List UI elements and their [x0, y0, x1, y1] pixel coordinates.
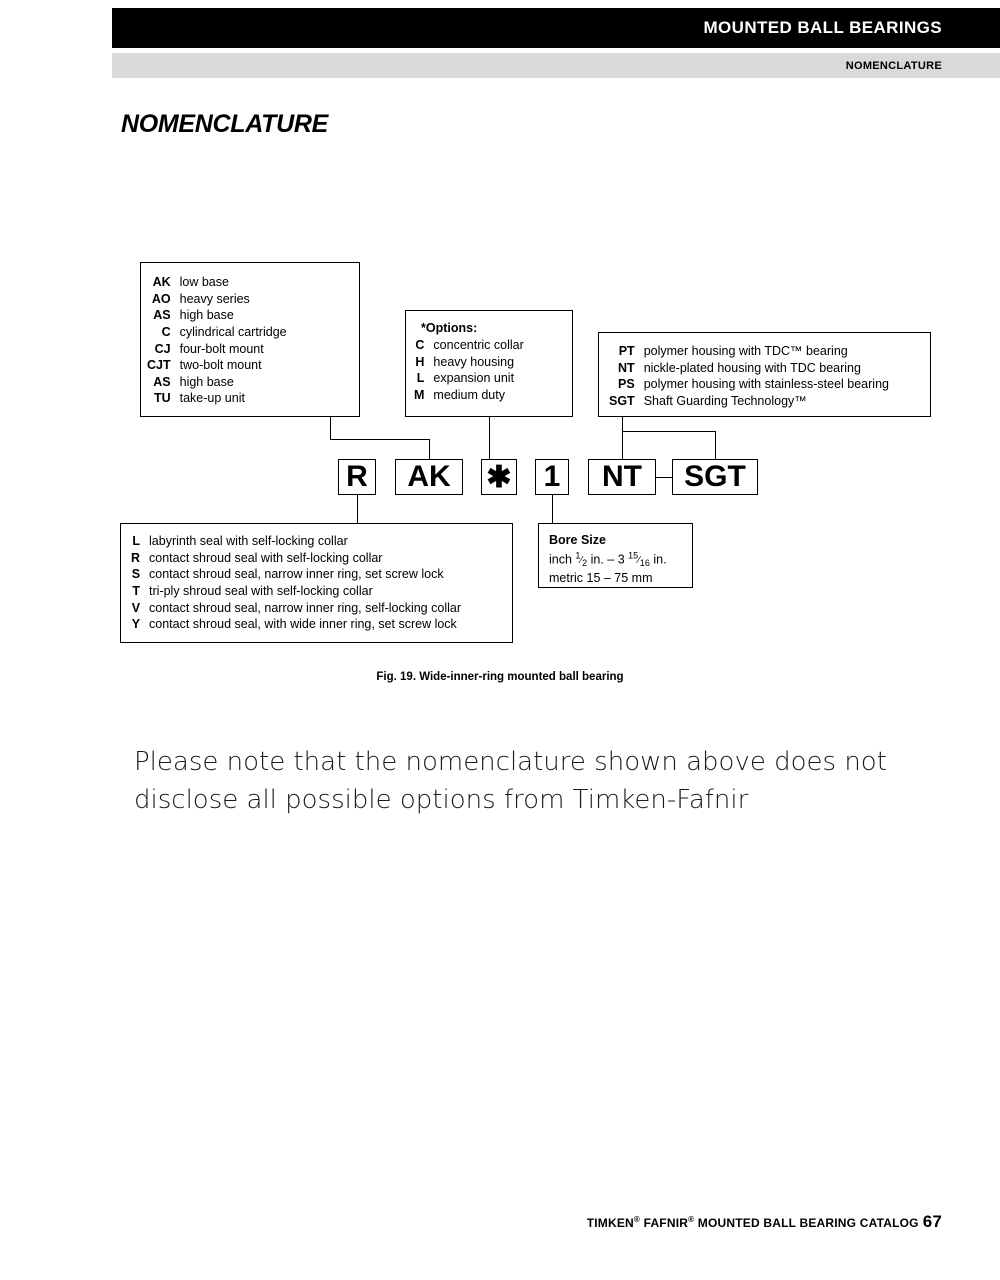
housing-code: AS	[153, 308, 171, 323]
list-item	[147, 390, 287, 407]
options-box	[405, 310, 573, 417]
seal-types-box	[120, 523, 513, 643]
bore-size-box	[538, 523, 693, 588]
housing-desc: high base	[179, 308, 234, 323]
list-item	[131, 533, 461, 550]
connector-line	[622, 431, 715, 432]
list-item	[147, 324, 287, 341]
nomenclature-note: Please note that the nomenclature shown above does not disclose all possible options from Timken-Fafnir	[134, 747, 887, 815]
housing-desc: high base	[179, 374, 234, 389]
housing-code: TU	[153, 391, 171, 406]
connector-line	[656, 477, 672, 478]
registered-mark-icon: ®	[688, 1215, 695, 1224]
page-header-bar	[112, 8, 1000, 48]
housing-code: C	[161, 324, 171, 339]
housing-desc: low base	[179, 275, 229, 289]
seal-types-list	[131, 533, 461, 633]
partnumber-bore-code: 1	[535, 459, 569, 495]
connector-line	[552, 495, 553, 523]
list-item	[131, 566, 461, 583]
connector-line	[489, 417, 490, 459]
fraction-denominator: 2	[582, 558, 588, 569]
list-item	[131, 583, 461, 600]
special-code: SGT	[609, 393, 635, 408]
seal-code: T	[132, 583, 141, 598]
connector-line	[622, 431, 623, 459]
bore-inch-prefix: inch	[549, 552, 572, 567]
list-item	[414, 354, 524, 371]
partnumber-technology-code: SGT	[672, 459, 758, 495]
option-code: L	[416, 371, 425, 386]
connector-line	[715, 431, 716, 459]
special-features-box	[598, 332, 931, 417]
list-item	[147, 307, 287, 324]
option-desc: expansion unit	[433, 371, 515, 386]
options-list	[414, 337, 524, 404]
partnumber-seal-code: R	[338, 459, 376, 495]
footer-brand-fafnir: FAFNIR	[643, 1216, 689, 1230]
fraction-numerator: 15	[628, 550, 639, 561]
connector-line	[330, 439, 429, 440]
bore-inch-suffix: in.	[653, 552, 667, 567]
partnumber-special-code: NT	[588, 459, 656, 495]
housing-desc: cylindrical cartridge	[179, 324, 287, 339]
housing-code: CJT	[147, 358, 171, 373]
bore-inch-fraction-a: $^1⁄_2$	[575, 550, 588, 569]
fraction-numerator: 1	[575, 550, 581, 561]
list-item	[147, 274, 287, 291]
seal-desc: contact shroud seal, narrow inner ring, self-locking collar	[149, 600, 461, 615]
option-desc: heavy housing	[433, 354, 515, 369]
special-desc: nickle-plated housing with TDC bearing	[643, 360, 861, 375]
option-code: H	[415, 354, 425, 369]
subheader-title: NOMENCLATURE	[845, 59, 942, 72]
bore-size-title: Bore Size	[549, 533, 606, 547]
footer-text: MOUNTED BALL BEARING CATALOG	[697, 1216, 919, 1230]
seal-code: S	[131, 567, 141, 582]
figure-caption: Fig. 19. Wide-inner-ring mounted ball bearing	[376, 671, 624, 683]
bore-inch-fraction-b: $^{15}⁄_{16}$	[628, 550, 650, 569]
special-desc: polymer housing with stainless-steel bearing	[643, 377, 889, 392]
header-title: MOUNTED BALL BEARINGS	[703, 18, 942, 37]
registered-mark-icon: ®	[633, 1215, 641, 1224]
special-desc: polymer housing with TDC™ bearing	[643, 344, 848, 358]
bore-inch-mid: in. – 3	[590, 552, 625, 567]
seal-code: L	[132, 534, 141, 548]
list-item	[609, 393, 889, 410]
seal-code: V	[131, 600, 141, 615]
list-item	[609, 343, 889, 360]
special-code: PT	[618, 344, 635, 358]
bore-size-metric: metric 15 – 75 mm	[549, 570, 653, 585]
partnumber-housing-code: AK	[395, 459, 463, 495]
page-subheader-bar	[112, 53, 1000, 78]
seal-desc: tri-ply shroud seal with self-locking collar	[149, 583, 373, 598]
list-item	[147, 374, 287, 391]
partnumber-options-code: ✱	[481, 459, 517, 495]
seal-desc: contact shroud seal with self-locking collar	[149, 550, 383, 565]
special-code: NT	[618, 360, 635, 375]
list-item	[147, 357, 287, 374]
list-item	[414, 370, 524, 387]
housing-desc: heavy series	[179, 291, 250, 306]
option-desc: concentric collar	[433, 338, 524, 352]
list-item	[131, 550, 461, 567]
page-number: 67	[922, 1212, 942, 1231]
seal-code: Y	[131, 617, 141, 632]
option-code: M	[414, 387, 425, 402]
connector-line	[357, 495, 358, 523]
list-item	[147, 341, 287, 358]
seal-code: R	[131, 550, 141, 565]
seal-desc: contact shroud seal, with wide inner ring, set screw lock	[149, 617, 457, 632]
list-item	[131, 616, 461, 633]
option-desc: medium duty	[433, 387, 505, 402]
seal-desc: contact shroud seal, narrow inner ring, set screw lock	[149, 567, 444, 582]
housing-code: AK	[152, 275, 171, 289]
connector-line	[622, 417, 623, 431]
housing-desc: two-bolt mount	[179, 358, 262, 373]
housing-code: AO	[151, 291, 171, 306]
bore-size-inch	[549, 550, 692, 570]
list-item	[609, 360, 889, 377]
list-item	[414, 337, 524, 354]
list-item	[414, 387, 524, 404]
special-desc: Shaft Guarding Technology™	[643, 393, 807, 408]
housing-types-list	[147, 274, 287, 407]
housing-code: CJ	[154, 341, 171, 356]
housing-code: AS	[153, 374, 171, 389]
housing-desc: take-up unit	[179, 391, 245, 406]
option-code: C	[415, 338, 425, 352]
page-footer	[587, 1212, 942, 1232]
options-title: *Options:	[421, 321, 478, 335]
connector-line	[330, 417, 331, 439]
fraction-denominator: 16	[639, 558, 650, 569]
special-features-list	[609, 343, 889, 410]
special-code: PS	[618, 377, 635, 392]
housing-types-box	[140, 262, 360, 417]
list-item	[147, 291, 287, 308]
seal-desc: labyrinth seal with self-locking collar	[149, 534, 348, 548]
list-item	[131, 600, 461, 617]
footer-brand-timken: TIMKEN	[586, 1216, 634, 1230]
connector-line	[429, 439, 430, 459]
list-item	[609, 376, 889, 393]
page-title: NOMENCLATURE	[121, 110, 329, 138]
housing-desc: four-bolt mount	[179, 341, 264, 356]
